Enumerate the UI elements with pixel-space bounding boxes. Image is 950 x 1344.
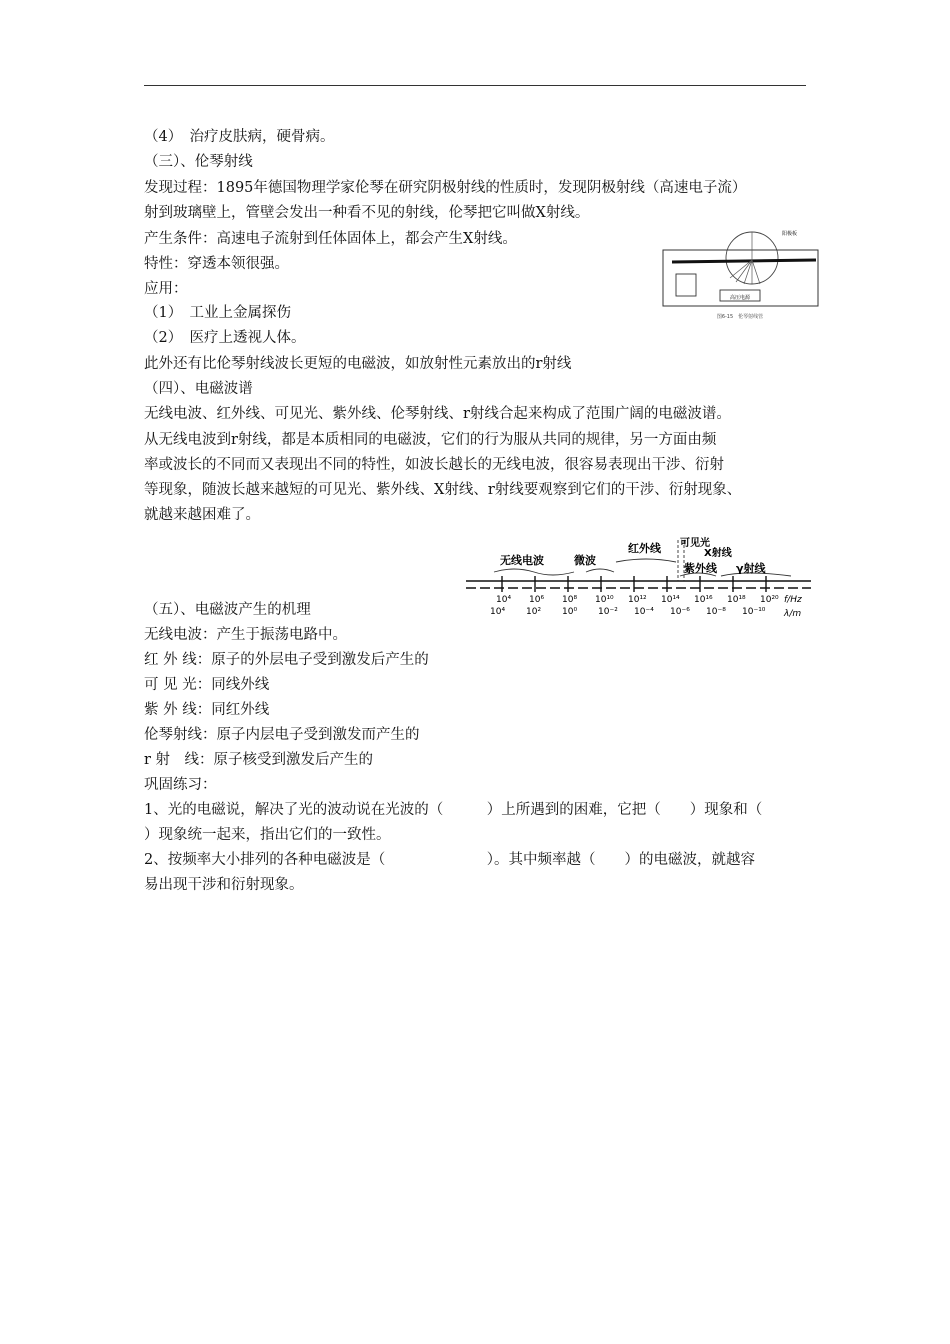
spectrum-figure: [466, 536, 816, 626]
figure-caption: 图6-15 伦琴射线管: [716, 314, 764, 320]
band-label-microwave: 微波: [574, 554, 596, 567]
paragraph-line: 紫 外 线：同红外线: [144, 702, 270, 718]
paragraph-line: 产生条件：高速电子流射到任体固体上，都会产生X射线。: [144, 231, 517, 247]
frequency-tick-label: 10¹⁶: [694, 595, 713, 605]
band-label-visible: 可见光: [680, 538, 710, 549]
wavelength-tick-label: 10⁻⁴: [634, 607, 654, 617]
paragraph-line: r 射 线：原子核受到激发后产生的: [144, 752, 374, 768]
anode-label: 阳极板: [782, 231, 798, 237]
paragraph-line: 等现象，随波长越来越短的可见光、紫外线、X射线、r射线要观察到它们的干涉、衍射现象、: [144, 482, 742, 498]
paragraph-line: 就越来越困难了。: [144, 507, 260, 523]
frequency-tick-label: 10¹⁸: [727, 595, 746, 605]
header-rule: [144, 85, 806, 86]
paragraph-line: 此外还有比伦琴射线波长更短的电磁波，如放射性元素放出的r射线: [144, 356, 572, 372]
band-label-xray: X射线: [704, 548, 732, 559]
frequency-tick-label: 10¹⁰: [595, 595, 614, 605]
band-label-ultraviolet: 紫外线: [684, 562, 717, 575]
wavelength-tick-label: 10²: [526, 607, 542, 617]
section-heading-xray: （三）、伦琴射线: [144, 154, 253, 170]
list-item: （1） 工业上金属探伤: [144, 305, 291, 321]
exercise-line: 1、光的电磁说，解决了光的波动说在光波的（ ）上所遇到的困难，它把（ ）现象和（: [144, 802, 763, 818]
xray-tube-figure: [660, 220, 820, 325]
paragraph-line: 无线电波：产生于振荡电路中。: [144, 627, 347, 643]
power-box-label: 高压电源: [729, 295, 751, 301]
frequency-tick-label: 10²⁰: [760, 595, 779, 605]
band-label-gamma: γ射线: [736, 562, 766, 575]
paragraph-line: 无线电波、红外线、可见光、紫外线、伦琴射线、r射线合起来构成了范围广阔的电磁波谱。: [144, 406, 731, 422]
paragraph-line: 可 见 光：同线外线: [144, 677, 270, 693]
paragraph-line: 率或波长的不同而又表现出不同的特性，如波长越长的无线电波，很容易表现出干涉、衍射: [144, 457, 724, 473]
paragraph-line: 特性：穿透本领很强。: [144, 256, 289, 272]
list-item-treat-skin: （4） 治疗皮肤病，硬骨病。: [144, 129, 335, 145]
band-label-infrared: 红外线: [628, 542, 661, 555]
band-label-radio: 无线电波: [500, 554, 544, 567]
paragraph-line: 应用：: [144, 281, 188, 297]
wavelength-tick-label: 10⁴: [490, 607, 506, 617]
frequency-tick-label: 10¹⁴: [661, 595, 680, 605]
frequency-tick-label: 10⁸: [562, 595, 578, 605]
section-heading-spectrum: （四）、电磁波谱: [144, 381, 253, 397]
exercise-line: ）现象统一起来，指出它们的一致性。: [144, 827, 391, 843]
wavelength-tick-label: 10⁻²: [598, 607, 618, 617]
paragraph-line: 发现过程：1895年德国物理学家伦琴在研究阴极射线的性质时，发现阴极射线（高速电子流）: [144, 180, 747, 196]
frequency-tick-label: 10⁴: [496, 595, 512, 605]
paragraph-line: 伦琴射线：原子内层电子受到激发而产生的: [144, 727, 420, 743]
frequency-tick-label: 10¹²: [628, 595, 647, 605]
frequency-unit: f/Hz: [784, 595, 802, 605]
exercise-line: 易出现干涉和衍射现象。: [144, 877, 304, 893]
wavelength-tick-label: 10⁻¹⁰: [742, 607, 766, 617]
wavelength-tick-label: 10⁰: [562, 607, 578, 617]
xray-tube-illustration: [660, 220, 820, 325]
frequency-tick-label: 10⁶: [529, 595, 545, 605]
spectrum-diagram: [466, 536, 816, 626]
paragraph-line: 射到玻璃壁上，管壁会发出一种看不见的射线，伦琴把它叫做X射线。: [144, 205, 590, 221]
spectrum-ticks: [490, 576, 779, 617]
wavelength-tick-label: 10⁻⁶: [670, 607, 690, 617]
exercise-line: 2、按频率大小排列的各种电磁波是（ ）。其中频率越（ ）的电磁波，就越容: [144, 852, 755, 868]
paragraph-line: 从无线电波到r射线，都是本质相同的电磁波，它们的行为服从共同的规律，另一方面由频: [144, 432, 717, 448]
wavelength-unit: λ/m: [784, 609, 802, 619]
section-heading-mechanism: （五）、电磁波产生的机理: [144, 602, 311, 618]
exercise-heading: 巩固练习：: [144, 777, 217, 793]
paragraph-line: 红 外 线：原子的外层电子受到激发后产生的: [144, 652, 429, 668]
list-item: （2） 医疗上透视人体。: [144, 330, 306, 346]
wavelength-tick-label: 10⁻⁸: [706, 607, 726, 617]
